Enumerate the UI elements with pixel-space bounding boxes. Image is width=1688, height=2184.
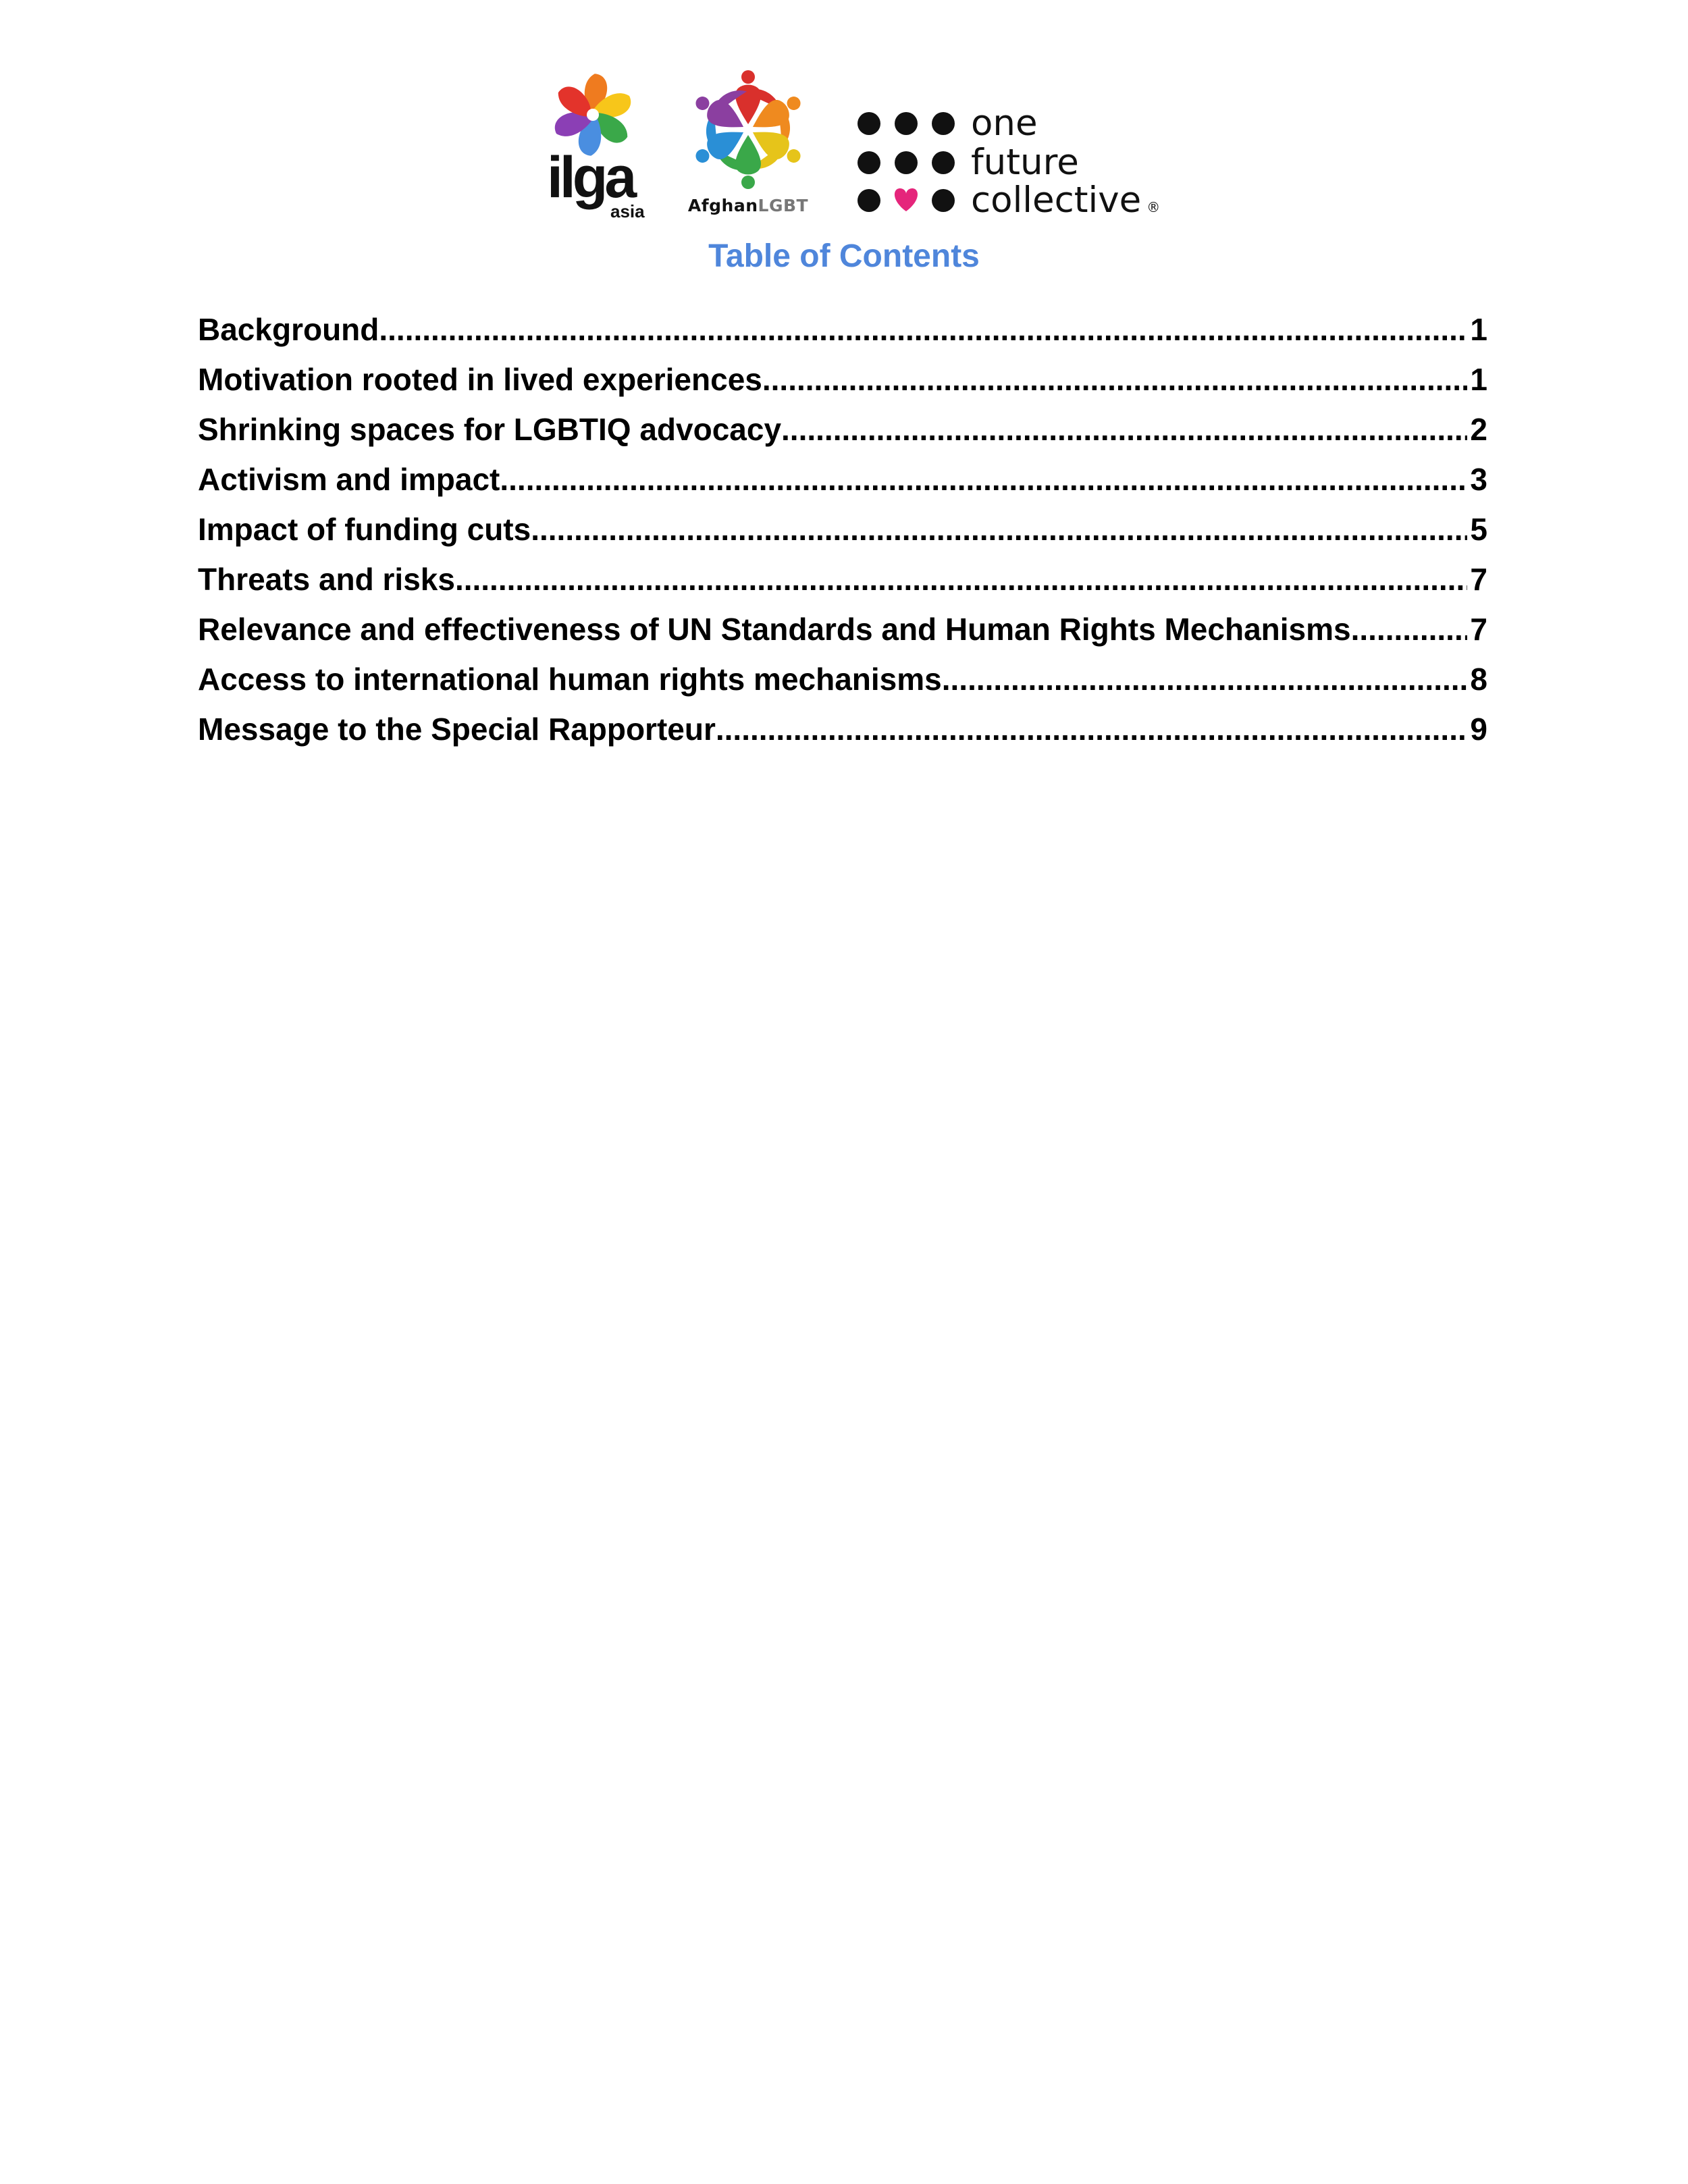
toc-heading: Table of Contents [708, 238, 980, 274]
toc-dot-leader [1351, 604, 1468, 654]
toc-dot-leader [762, 354, 1468, 404]
ilga-petal-core [587, 109, 599, 121]
ofc-registered-mark: ® [1146, 199, 1161, 215]
toc-entry-page: 1 [1470, 312, 1487, 347]
toc-entry-page: 2 [1470, 412, 1487, 447]
toc-entry-page: 9 [1470, 712, 1487, 747]
ilga-sub-wordmark: asia [610, 201, 645, 221]
toc-entry[interactable] [198, 404, 1487, 454]
toc-entry-page: 3 [1470, 462, 1487, 497]
toc-entry[interactable] [198, 354, 1487, 404]
afghan-lgbt-people-circle-icon [687, 68, 809, 196]
toc-entry-title: Shrinking spaces for LGBTIQ advocacy [198, 412, 782, 447]
toc-entry-page: 7 [1470, 562, 1487, 597]
toc-entry-title: Message to the Special Rapporteur [198, 712, 716, 747]
toc-entry[interactable] [198, 454, 1487, 504]
afghan-wordmark-part2: LGBT [758, 196, 809, 215]
ilga-wordmark: ilga [547, 145, 634, 210]
toc-dot-leader [455, 554, 1467, 604]
toc-entry-title: Threats and risks [198, 562, 455, 597]
toc-entry[interactable] [198, 704, 1487, 754]
toc-dot-leader [942, 654, 1468, 704]
toc-dot-leader [781, 404, 1467, 454]
afghan-lgbt-logo [687, 68, 809, 223]
toc-entry-page: 1 [1470, 362, 1487, 397]
toc-entry[interactable] [198, 554, 1487, 604]
toc-entry-page: 7 [1470, 612, 1487, 647]
toc-list [198, 304, 1487, 754]
afghan-wordmark-part1: Afghan [687, 196, 758, 215]
toc-dot-leader [500, 454, 1467, 504]
afghan-lgbt-wordmark [687, 196, 809, 216]
toc-entry-title: Access to international human rights mechanisms [198, 662, 942, 697]
toc-dot-leader [716, 704, 1468, 754]
ilga-asia-logo [546, 68, 654, 223]
toc-entry-page: 5 [1470, 512, 1487, 547]
toc-entry-title: Relevance and effectiveness of UN Standards and Human Rights Mechanisms [198, 612, 1351, 647]
toc-entry[interactable] [198, 304, 1487, 354]
ofc-line-collective [971, 182, 1160, 226]
toc-entry[interactable] [198, 654, 1487, 704]
toc-entry[interactable] [198, 604, 1487, 654]
toc-entry-page: 8 [1470, 662, 1487, 697]
toc-entry-title: Activism and impact [198, 462, 500, 497]
ofc-line-one: one [971, 103, 1038, 144]
ofc-collective-text: collective [971, 180, 1142, 221]
toc-entry-title: Impact of funding cuts [198, 512, 531, 547]
toc-dot-leader [379, 304, 1467, 354]
toc-entry[interactable] [198, 504, 1487, 554]
toc-entry-title: Motivation rooted in lived experiences [198, 362, 762, 397]
toc-entry-title: Background [198, 312, 379, 347]
dots-and-heart-icon [851, 105, 966, 223]
one-future-collective-logo [851, 103, 1161, 223]
toc-dot-leader [531, 504, 1467, 554]
ofc-line-future: future [971, 142, 1079, 183]
ilga-pinwheel-icon [546, 68, 654, 223]
